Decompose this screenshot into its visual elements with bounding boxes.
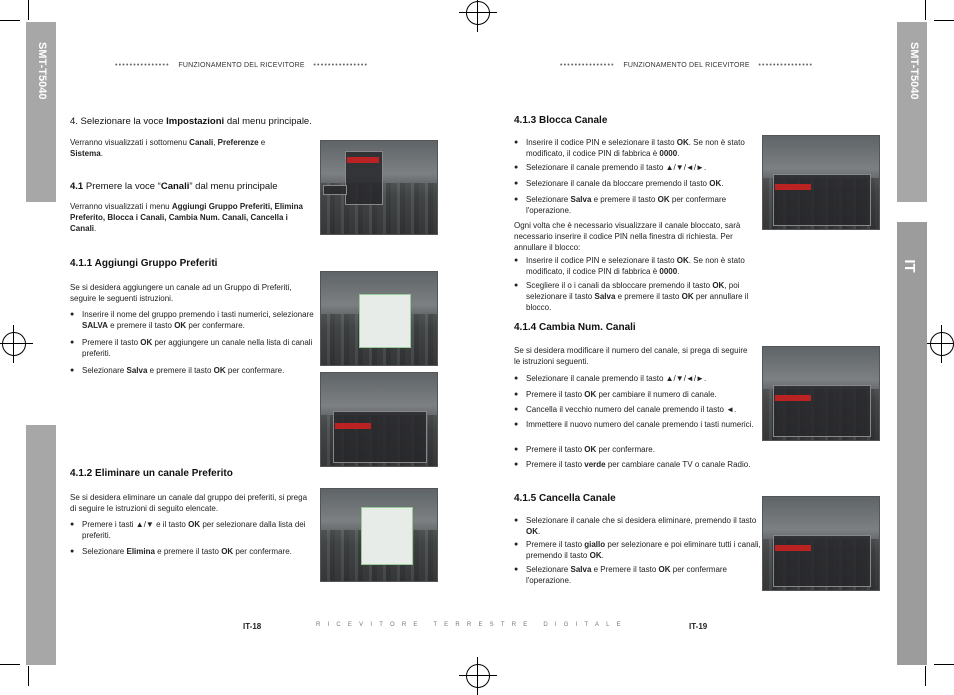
- model-label-left: [36, 42, 48, 62]
- registration-mark: [466, 664, 490, 688]
- header-right: ••••••••••••••• FUNZIONAMENTO DEL RICEVITORE •••••••••••••••: [560, 62, 814, 69]
- bullet-enter-group-name: ● Inserire il nome del gruppo premendo i tasti numerici, selezionare SALVA e premere il tasto OK per confermare.: [70, 309, 317, 331]
- screenshot-favorites-list: [320, 372, 438, 467]
- bullet-save: ● Selezionare Salva e premere il tasto OK per confermare.: [70, 365, 317, 376]
- registration-mark: [466, 1, 490, 25]
- left-side-tab-bottom: [26, 425, 56, 665]
- step-4: 4. Selezionare la voce Impostazioni dal menu principale.: [70, 116, 312, 127]
- bullet-select-favorite: ● Premere i tasti ▲/▼ e il tasto OK per selezionare dalla lista dei preferiti.: [70, 519, 317, 541]
- bullet-ok-change: ● Premere il tasto OK per cambiare il numero di canale.: [514, 389, 758, 400]
- crop-mark: [28, 0, 29, 20]
- footer-text: RICEVITORE TERRESTRE DIGITALE: [316, 622, 628, 628]
- bullet-lock-channel: ● Selezionare il canale da bloccare premendo il tasto OK.: [514, 178, 758, 189]
- registration-mark: [2, 332, 26, 356]
- bullet-confirm: ● Premere il tasto OK per confermare.: [514, 444, 758, 455]
- crop-mark: [0, 20, 20, 21]
- heading-4-1-5: 4.1.5 Cancella Canale: [514, 493, 616, 504]
- bullet-pin: ● Inserire il codice PIN e selezionare il tasto OK. Se non è stato modificato, il codice PIN di fabbrica è 0000.: [514, 137, 758, 159]
- crop-mark: [925, 666, 926, 686]
- paragraph-delete-favorite: Se si desidera eliminare un canale dal gruppo dei preferiti, si prega di seguire le istruzioni di seguito elencate.: [70, 493, 308, 513]
- paragraph-channel-menus: Verranno visualizzati i menu Aggiungi Gruppo Preferiti, Elimina Preferito, Blocca i Canali, Cambia Num. Canali, Cancella i Canali.: [70, 202, 303, 233]
- crop-mark: [934, 664, 954, 665]
- screenshot-delete-channel: [762, 496, 880, 591]
- heading-4-1-2: 4.1.2 Eliminare un canale Preferito: [70, 468, 233, 479]
- model-label-right: SMT-T5040: [908, 42, 920, 100]
- paragraph-add-favorites: Se si desidera aggiungere un canale ad un Gruppo di Preferiti, seguire le seguenti istruzioni.: [70, 283, 292, 303]
- screenshot-add-group: [320, 271, 438, 366]
- bullet-select-channel-2: ● Selezionare il canale premendo il tasto ▲/▼/◄/►.: [514, 373, 758, 384]
- page-number-right: IT-19: [689, 622, 708, 631]
- step-4-1: 4.1 Premere la voce “Canali” dal menu principale: [70, 181, 278, 192]
- page-number-left: IT-18: [243, 622, 262, 631]
- bullet-clear-number: ● Cancella il vecchio numero del canale premendo il tasto ◄.: [514, 404, 766, 415]
- screenshot-delete-favorite: [320, 488, 438, 582]
- screenshot-main-menu: [320, 140, 438, 235]
- bullet-pin-unlock: ● Inserire il codice PIN e selezionare il tasto OK. Se non è stato modificato, il codice PIN di fabbrica è 0000.: [514, 255, 758, 277]
- heading-4-1-1: 4.1.1 Aggiungi Gruppo Preferiti: [70, 258, 218, 269]
- bullet-green-key: ● Premere il tasto verde per cambiare canale TV o canale Radio.: [514, 459, 758, 470]
- header-left: ••••••••••••••• FUNZIONAMENTO DEL RICEVITORE •••••••••••••••: [115, 62, 369, 69]
- crop-mark: [925, 0, 926, 20]
- crop-mark: [0, 664, 20, 665]
- right-side-tab-bottom: [897, 222, 927, 665]
- paragraph-unlock: Ogni volta che è necessario visualizzare il canale bloccato, sarà necessario inserire il codice PIN nella finestra di richiesta. Per annullare il blocco:: [514, 221, 741, 252]
- bullet-enter-number: ● Immettere il nuovo numero del canale premendo i tasti numerici.: [514, 419, 758, 430]
- screenshot-change-number: [762, 346, 880, 441]
- paragraph-change-number: Se si desidera modificare il numero del canale, si prega di seguire le istruzioni seguenti.: [514, 346, 748, 366]
- heading-4-1-3: 4.1.3 Blocca Canale: [514, 115, 608, 126]
- registration-mark: [930, 332, 954, 356]
- bullet-select-delete: ● Selezionare il canale che si desidera eliminare, premendo il tasto OK.: [514, 515, 764, 537]
- screenshot-lock-channel: [762, 135, 880, 230]
- bullet-delete: ● Selezionare Elimina e premere il tasto OK per confermare.: [70, 546, 317, 557]
- bullet-save-lock: ● Selezionare Salva e premere il tasto OK per confermare l'operazione.: [514, 194, 758, 216]
- bullet-choose-unlock: ● Scegliere il o i canali da sbloccare premendo il tasto OK, poi selezionare il tasto Salva e premere il tasto OK per annullare il blocco.: [514, 280, 758, 313]
- paragraph-submenus: Verranno visualizzati i sottomenu Canali, Preferenze e Sistema.: [70, 138, 266, 158]
- bullet-save-delete: ● Selezionare Salva e Premere il tasto OK per confermare l'operazione.: [514, 564, 764, 586]
- bullet-yellow-key: ● Premere il tasto giallo per selezionare e poi eliminare tutti i canali, premendo il tasto OK.: [514, 539, 764, 561]
- crop-mark: [934, 20, 954, 21]
- crop-mark: [28, 666, 29, 686]
- bullet-select-channel: ● Selezionare il canale premendo il tasto ▲/▼/◄/►.: [514, 162, 758, 173]
- language-badge: IT: [901, 259, 919, 273]
- bullet-add-channel: ● Premere il tasto OK per aggiungere un canale nella lista di canali preferiti.: [70, 337, 317, 359]
- heading-4-1-4: 4.1.4 Cambia Num. Canali: [514, 322, 636, 333]
